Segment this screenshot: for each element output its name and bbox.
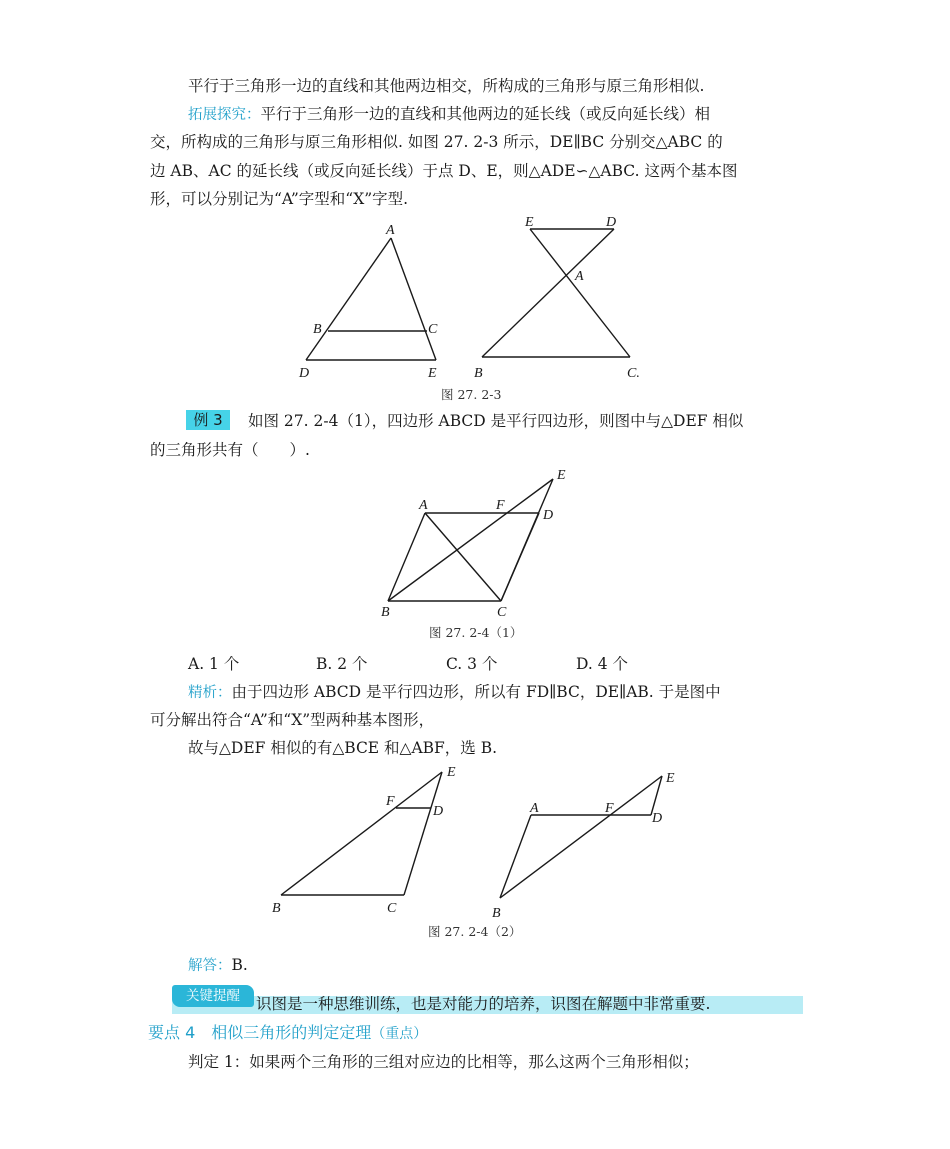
label-D: D bbox=[652, 811, 663, 826]
key-point-badge: 关键提醒 bbox=[172, 985, 254, 1007]
option-a: A. 1 个 bbox=[188, 655, 240, 673]
key-point-text: 识图是一种思维训练，也是对能力的培养，识图在解题中非常重要. bbox=[256, 995, 711, 1013]
analysis-label: 精析： bbox=[188, 685, 232, 701]
expand-line-1: 拓展探究：平行于三角形一边的直线和其他两边的延长线（或反向延长线）相 bbox=[188, 105, 711, 123]
figure-caption: 图 27. 2-3 bbox=[441, 387, 502, 402]
label-E: E bbox=[557, 468, 566, 483]
label-B: B bbox=[474, 366, 483, 381]
expand-line-4: 形，可以分别记为“A”字型和“X”字型. bbox=[150, 190, 409, 208]
analysis-line-3: 故与△DEF 相似的有△BCE 和△ABF，选 B. bbox=[188, 739, 498, 757]
analysis-line-1: 精析：由于四边形 ABCD 是平行四边形，所以有 FD∥BC，DE∥AB. 于是图中 bbox=[188, 683, 721, 701]
label-C: C. bbox=[627, 366, 640, 381]
label-E: E bbox=[428, 366, 437, 381]
label-B: B bbox=[492, 906, 501, 921]
option-c: C. 3 个 bbox=[446, 655, 498, 673]
analysis-line-2: 可分解出符合“A”和“X”型两种基本图形， bbox=[150, 711, 435, 729]
example-badge: 例 3 bbox=[186, 410, 230, 430]
option-b: B. 2 个 bbox=[316, 655, 368, 673]
label-A: A bbox=[386, 223, 395, 238]
label-D: D bbox=[299, 366, 310, 381]
label-F: F bbox=[496, 498, 505, 513]
label-A: A bbox=[419, 498, 428, 513]
line-EC bbox=[404, 772, 442, 895]
figure-caption: 图 27. 2-4（2） bbox=[428, 924, 522, 939]
label-F: F bbox=[386, 794, 395, 809]
label-E: E bbox=[447, 765, 456, 780]
theorem-line-1: 判定 1：如果两个三角形的三组对应边的比相等，那么这两个三角形相似； bbox=[188, 1053, 699, 1071]
section-tag: （重点） bbox=[371, 1026, 428, 1042]
figure-caption: 图 27. 2-4（1） bbox=[429, 625, 523, 640]
line-BE bbox=[500, 776, 662, 898]
label-E: E bbox=[525, 215, 534, 230]
label-C: C bbox=[428, 322, 438, 337]
example-line-2: 的三角形共有（ ）. bbox=[150, 441, 310, 459]
option-d: D. 4 个 bbox=[576, 655, 629, 673]
label-B: B bbox=[272, 901, 281, 916]
answer-label: 解答： bbox=[188, 958, 232, 974]
expand-line-2: 交，所构成的三角形与原三角形相似. 如图 27. 2-3 所示，DE∥BC 分别交△ABC 的 bbox=[150, 133, 723, 151]
example-line-1: 如图 27. 2-4（1），四边形 ABCD 是平行四边形，则图中与△DEF 相似 bbox=[248, 412, 744, 430]
line-BE bbox=[281, 772, 442, 895]
label-D: D bbox=[606, 215, 617, 230]
label-F: F bbox=[605, 801, 614, 816]
label-A: A bbox=[575, 269, 584, 284]
label-B: B bbox=[381, 605, 390, 620]
expand-line-3: 边 AB、AC 的延长线（或反向延长线）于点 D、E，则△ADE∽△ABC. 这两个基本图 bbox=[150, 162, 738, 180]
label-A: A bbox=[530, 801, 539, 816]
line-ED bbox=[651, 776, 662, 815]
label-D: D bbox=[433, 804, 444, 819]
para-line: 平行于三角形一边的直线和其他两边相交，所构成的三角形与原三角形相似. bbox=[188, 77, 705, 95]
label-C: C bbox=[497, 605, 507, 620]
answer-line: 解答：B. bbox=[188, 956, 248, 974]
section-title: 要点 4 相似三角形的判定定理（重点） bbox=[148, 1023, 428, 1042]
label-D: D bbox=[543, 508, 554, 523]
label-E: E bbox=[666, 771, 675, 786]
label-C: C bbox=[387, 901, 397, 916]
label-B: B bbox=[313, 322, 322, 337]
expand-label: 拓展探究： bbox=[188, 107, 261, 123]
